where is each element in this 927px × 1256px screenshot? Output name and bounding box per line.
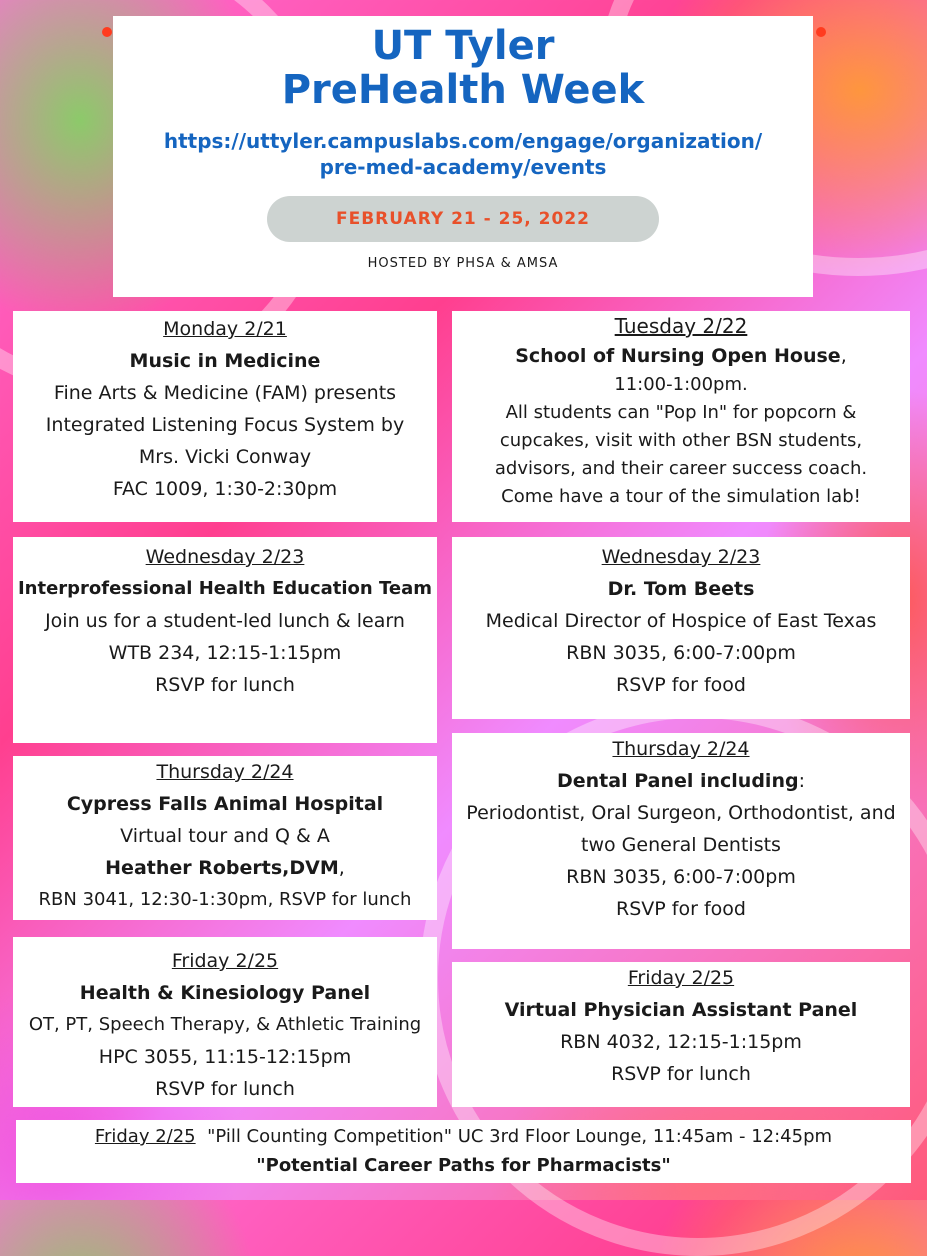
header-card <box>113 16 813 297</box>
events-url[interactable] <box>113 128 813 180</box>
event-detail: Medical Director of Hospice of East Texas <box>485 610 877 632</box>
event-detail: RSVP for food <box>616 674 746 696</box>
event-detail: HPC 3055, 11:15-12:15pm <box>98 1046 352 1068</box>
event-detail: "Pill Counting Competition" UC 3rd Floor Lounge, 11:45am - 12:45pm <box>207 1126 833 1147</box>
event-title: "Potential Career Paths for Pharmacists" <box>256 1155 671 1176</box>
event-detail: RBN 3035, 6:00-7:00pm <box>566 866 796 888</box>
event-title: Dr. Tom Beets <box>607 578 755 600</box>
date-badge: FEBRUARY 21 - 25, 2022 <box>267 196 659 242</box>
event-detail: Fine Arts & Medicine (FAM) presents <box>53 382 397 404</box>
event-card-friday-3 <box>16 1120 911 1183</box>
event-speaker: Heather Roberts,DVM <box>105 857 339 879</box>
event-detail: 11:00-1:00pm. <box>614 374 748 395</box>
event-detail: Periodontist, Oral Surgeon, Orthodontist, and <box>466 802 896 824</box>
event-detail: Join us for a student-led lunch & learn <box>45 610 405 632</box>
event-day: Thursday 2/24 <box>156 761 294 783</box>
event-speaker-suffix: , <box>338 857 345 879</box>
event-card-friday-2 <box>452 962 910 1107</box>
event-detail: RSVP for lunch <box>611 1063 751 1085</box>
event-day: Wednesday 2/23 <box>145 546 305 568</box>
event-detail: All students can "Pop In" for popcorn & <box>505 402 857 423</box>
event-card-friday-1 <box>13 937 437 1107</box>
event-title: Dental Panel including <box>557 770 799 792</box>
event-card-wednesday-2 <box>452 537 910 719</box>
event-title-suffix: , <box>840 345 847 367</box>
event-title-row <box>452 341 910 371</box>
decorative-dot <box>816 27 826 37</box>
event-card-wednesday-1 <box>13 537 437 743</box>
hosted-by: HOSTED BY PHSA & AMSA <box>367 256 559 271</box>
event-speaker-row <box>13 852 437 884</box>
event-detail: Integrated Listening Focus System by <box>45 414 405 436</box>
event-detail: RSVP for lunch <box>155 1078 295 1100</box>
url-line-2: pre-med-academy/events <box>319 155 607 179</box>
event-title: Interprofessional Health Education Team <box>17 578 433 599</box>
event-detail: RSVP for food <box>616 898 746 920</box>
event-detail: Virtual tour and Q & A <box>120 825 330 847</box>
event-title-suffix: : <box>798 770 805 792</box>
event-detail: Come have a tour of the simulation lab! <box>501 486 861 507</box>
event-card-monday <box>13 311 437 522</box>
event-title-row <box>452 765 910 797</box>
event-title: Virtual Physician Assistant Panel <box>504 999 858 1021</box>
event-detail: FAC 1009, 1:30-2:30pm <box>112 478 338 500</box>
event-day: Wednesday 2/23 <box>601 546 761 568</box>
event-day: Friday 2/25 <box>94 1126 196 1147</box>
event-detail: RBN 3035, 6:00-7:00pm <box>566 642 796 664</box>
event-detail: RSVP for lunch <box>155 674 295 696</box>
title-line-1: UT Tyler <box>371 23 555 69</box>
event-title: Health & Kinesiology Panel <box>79 982 371 1004</box>
event-day: Friday 2/25 <box>171 950 279 972</box>
event-detail: WTB 234, 12:15-1:15pm <box>108 642 342 664</box>
event-day: Tuesday 2/22 <box>614 314 748 338</box>
event-detail: RBN 4032, 12:15-1:15pm <box>560 1031 802 1053</box>
event-detail: two General Dentists <box>581 834 781 856</box>
event-title: Music in Medicine <box>129 350 321 372</box>
event-detail: advisors, and their career success coach. <box>494 458 868 479</box>
event-detail: Mrs. Vicki Conway <box>138 446 312 468</box>
event-card-tuesday <box>452 311 910 522</box>
event-card-thursday-2 <box>452 733 910 949</box>
event-title: Cypress Falls Animal Hospital <box>66 793 384 815</box>
event-day: Monday 2/21 <box>163 318 287 340</box>
event-day: Friday 2/25 <box>627 967 735 989</box>
event-title: School of Nursing Open House <box>515 345 841 367</box>
url-line-1: https://uttyler.campuslabs.com/engage/organization/ <box>163 129 763 153</box>
event-card-thursday-1 <box>13 756 437 920</box>
page-title <box>113 24 813 112</box>
event-detail: RBN 3041, 12:30-1:30pm, RSVP for lunch <box>38 889 412 910</box>
event-detail-row <box>16 1122 911 1152</box>
decorative-dot <box>102 27 112 37</box>
event-day: Thursday 2/24 <box>612 738 750 760</box>
title-line-2: PreHealth Week <box>281 67 645 113</box>
event-detail: cupcakes, visit with other BSN students, <box>499 430 863 451</box>
event-detail: OT, PT, Speech Therapy, & Athletic Training <box>28 1014 422 1035</box>
